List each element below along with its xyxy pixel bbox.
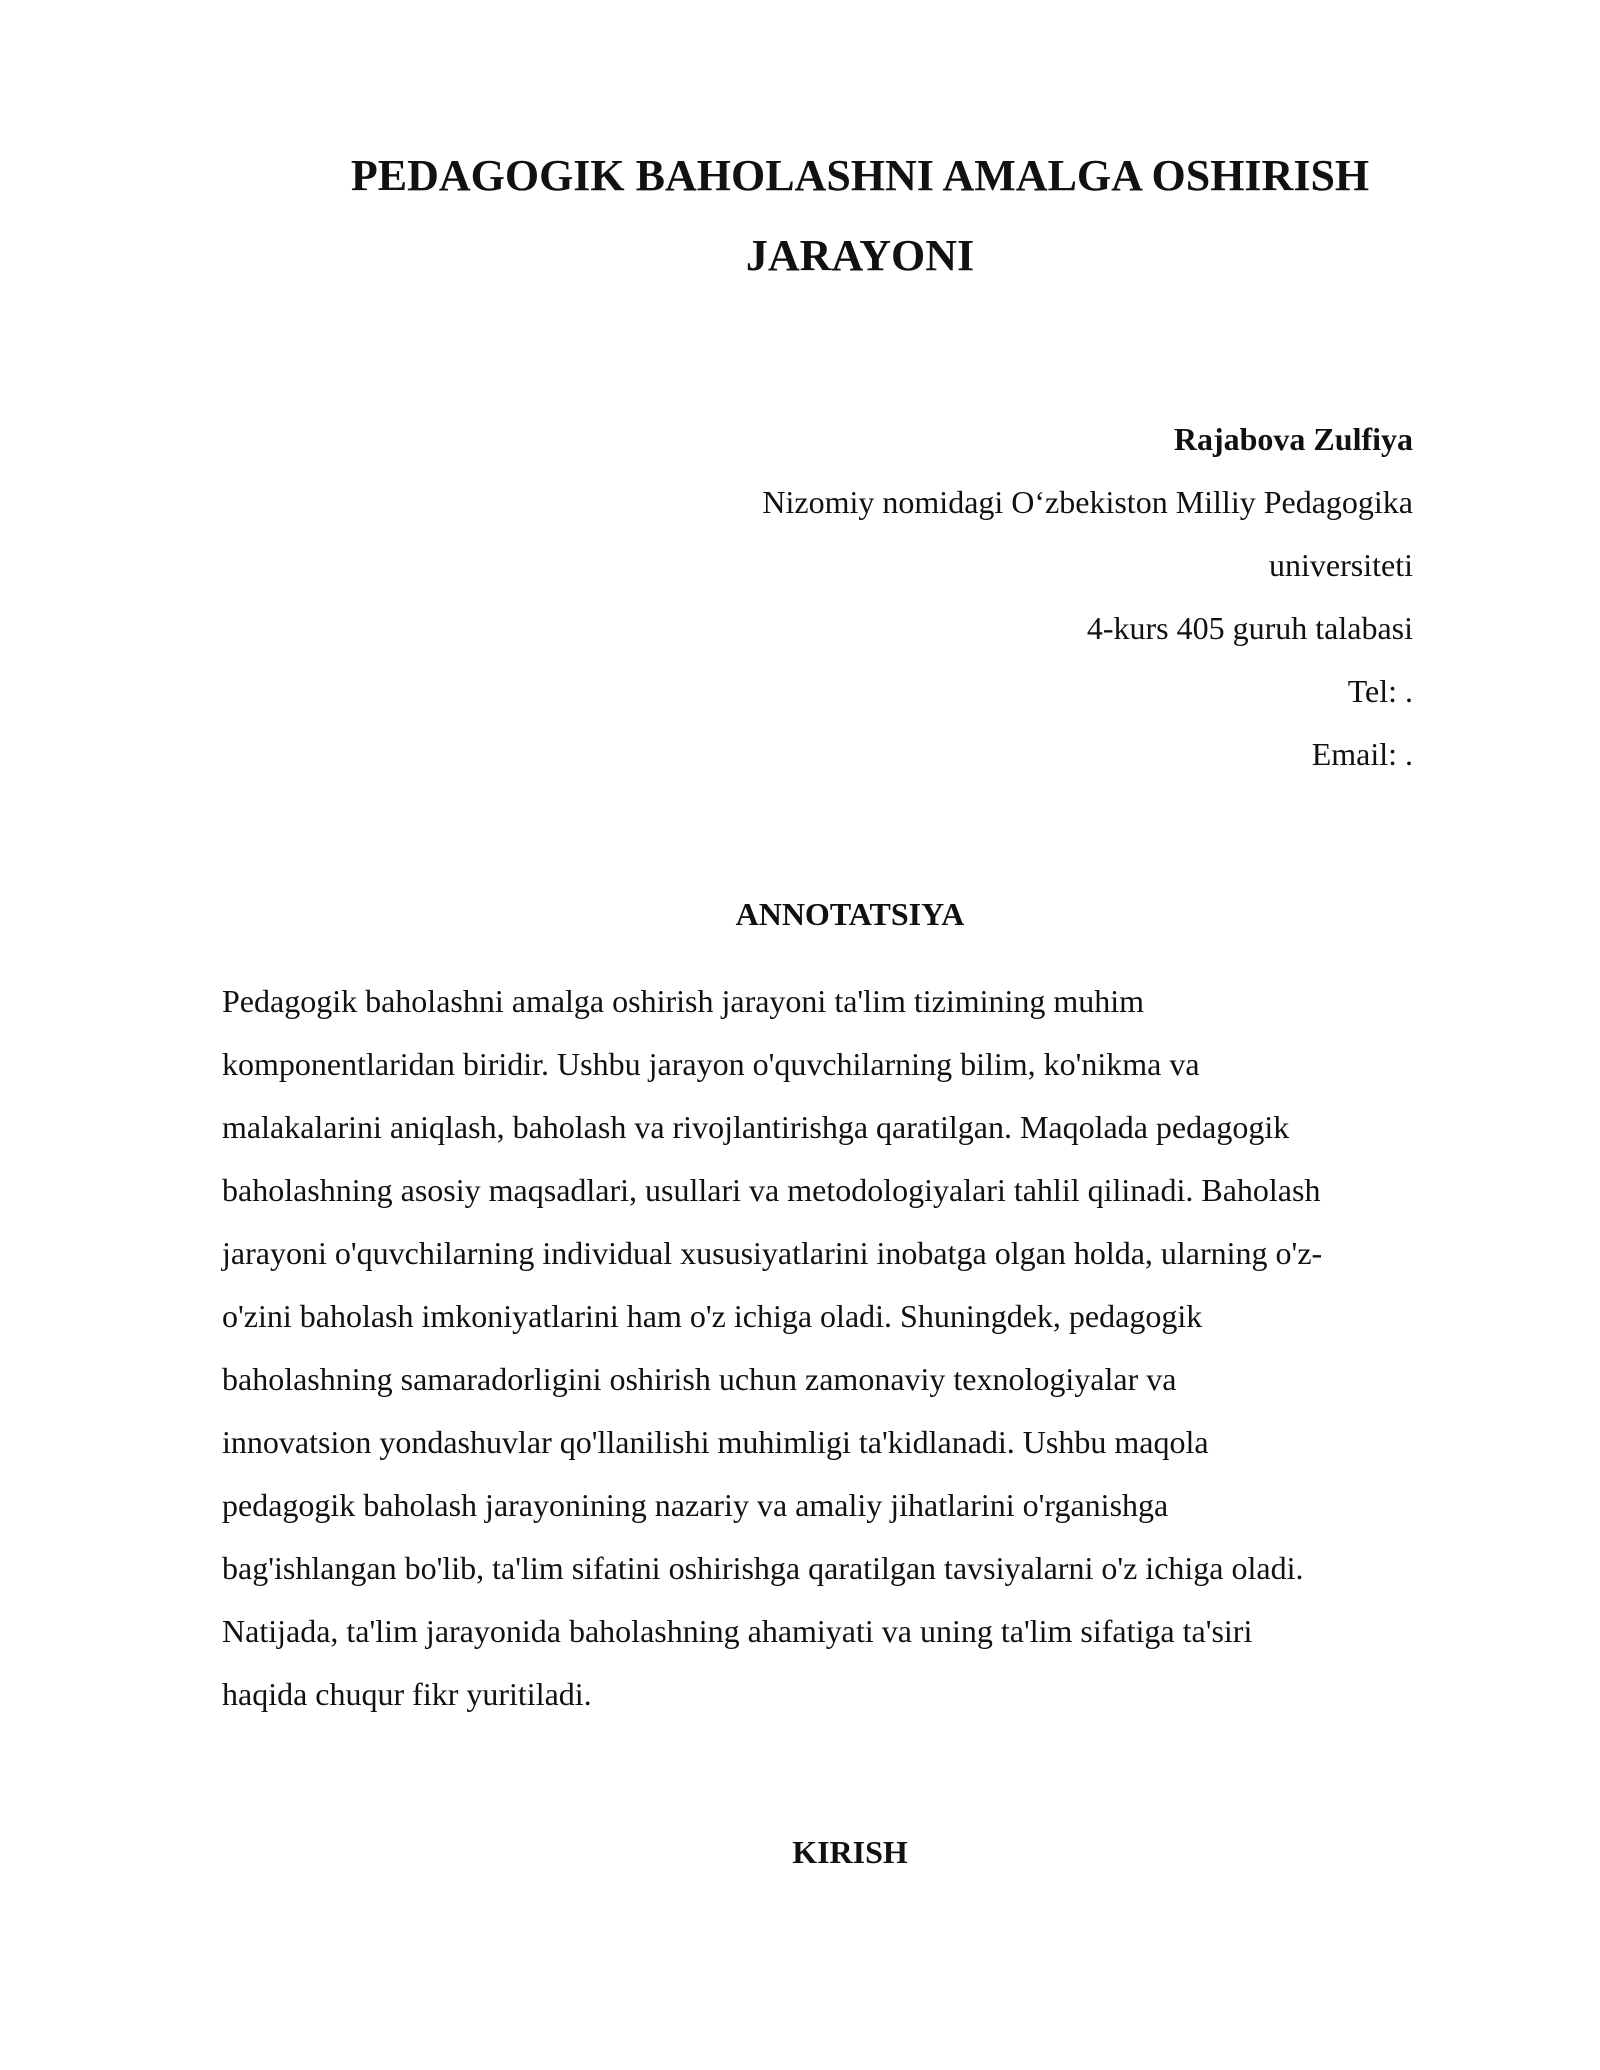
annotation-line: o'zini baholash imkoniyatlarini ham o'z ichiga oladi. Shuningdek, pedagogik [222, 1298, 1203, 1334]
annotation-line: haqida chuqur fikr yuritiladi. [222, 1676, 592, 1712]
affiliation-line-1: Nizomiy nomidagi O‘zbekiston Milliy Pedagogika [762, 484, 1413, 520]
document-title [220, 136, 1500, 296]
annotation-line: malakalarini aniqlash, baholash va rivojlantirishga qaratilgan. Maqolada pedagogik [222, 1109, 1290, 1145]
annotation-line: pedagogik baholash jarayonining nazariy va amaliy jihatlarini o'rganishga [222, 1487, 1169, 1523]
affiliation-line-2: universiteti [1269, 547, 1413, 583]
title-line-2: JARAYONI [745, 231, 975, 280]
author-tel: Tel: . [1347, 673, 1413, 709]
annotation-line: komponentlaridan biridir. Ushbu jarayon o'quvchilarning bilim, ko'nikma va [222, 1046, 1200, 1082]
annotation-line: bag'ishlangan bo'lib, ta'lim sifatini oshirishga qaratilgan tavsiyalarni o'z ichiga oladi. [222, 1550, 1304, 1586]
title-line-1: PEDAGOGIK BAHOLASHNI AMALGA OSHIRISH [350, 151, 1370, 200]
annotation-heading: ANNOTATSIYA [735, 896, 965, 932]
annotation-line: Pedagogik baholashni amalga oshirish jarayoni ta'lim tizimining muhim [222, 983, 1145, 1019]
annotation-line: baholashning asosiy maqsadlari, usullari va metodologiyalari tahlil qilinadi. Baholash [222, 1172, 1321, 1208]
annotation-line: Natijada, ta'lim jarayonida baholashning ahamiyati va uning ta'lim sifatiga ta'siri [222, 1613, 1253, 1649]
introduction-heading: KIRISH [792, 1834, 908, 1870]
author-name: Rajabova Zulfiya [1173, 421, 1413, 457]
author-group: 4-kurs 405 guruh talabasi [1086, 610, 1413, 646]
author-info [513, 408, 1413, 786]
author-email: Email: . [1311, 736, 1413, 772]
annotation-line: innovatsion yondashuvlar qo'llanilishi muhimligi ta'kidlanadi. Ushbu maqola [222, 1424, 1209, 1460]
annotation-line: jarayoni o'quvchilarning individual xususiyatlarini inobatga olgan holda, ularning o'z- [222, 1235, 1323, 1271]
annotation-text [222, 970, 1482, 1726]
annotation-line: baholashning samaradorligini oshirish uchun zamonaviy texnologiyalar va [222, 1361, 1177, 1397]
